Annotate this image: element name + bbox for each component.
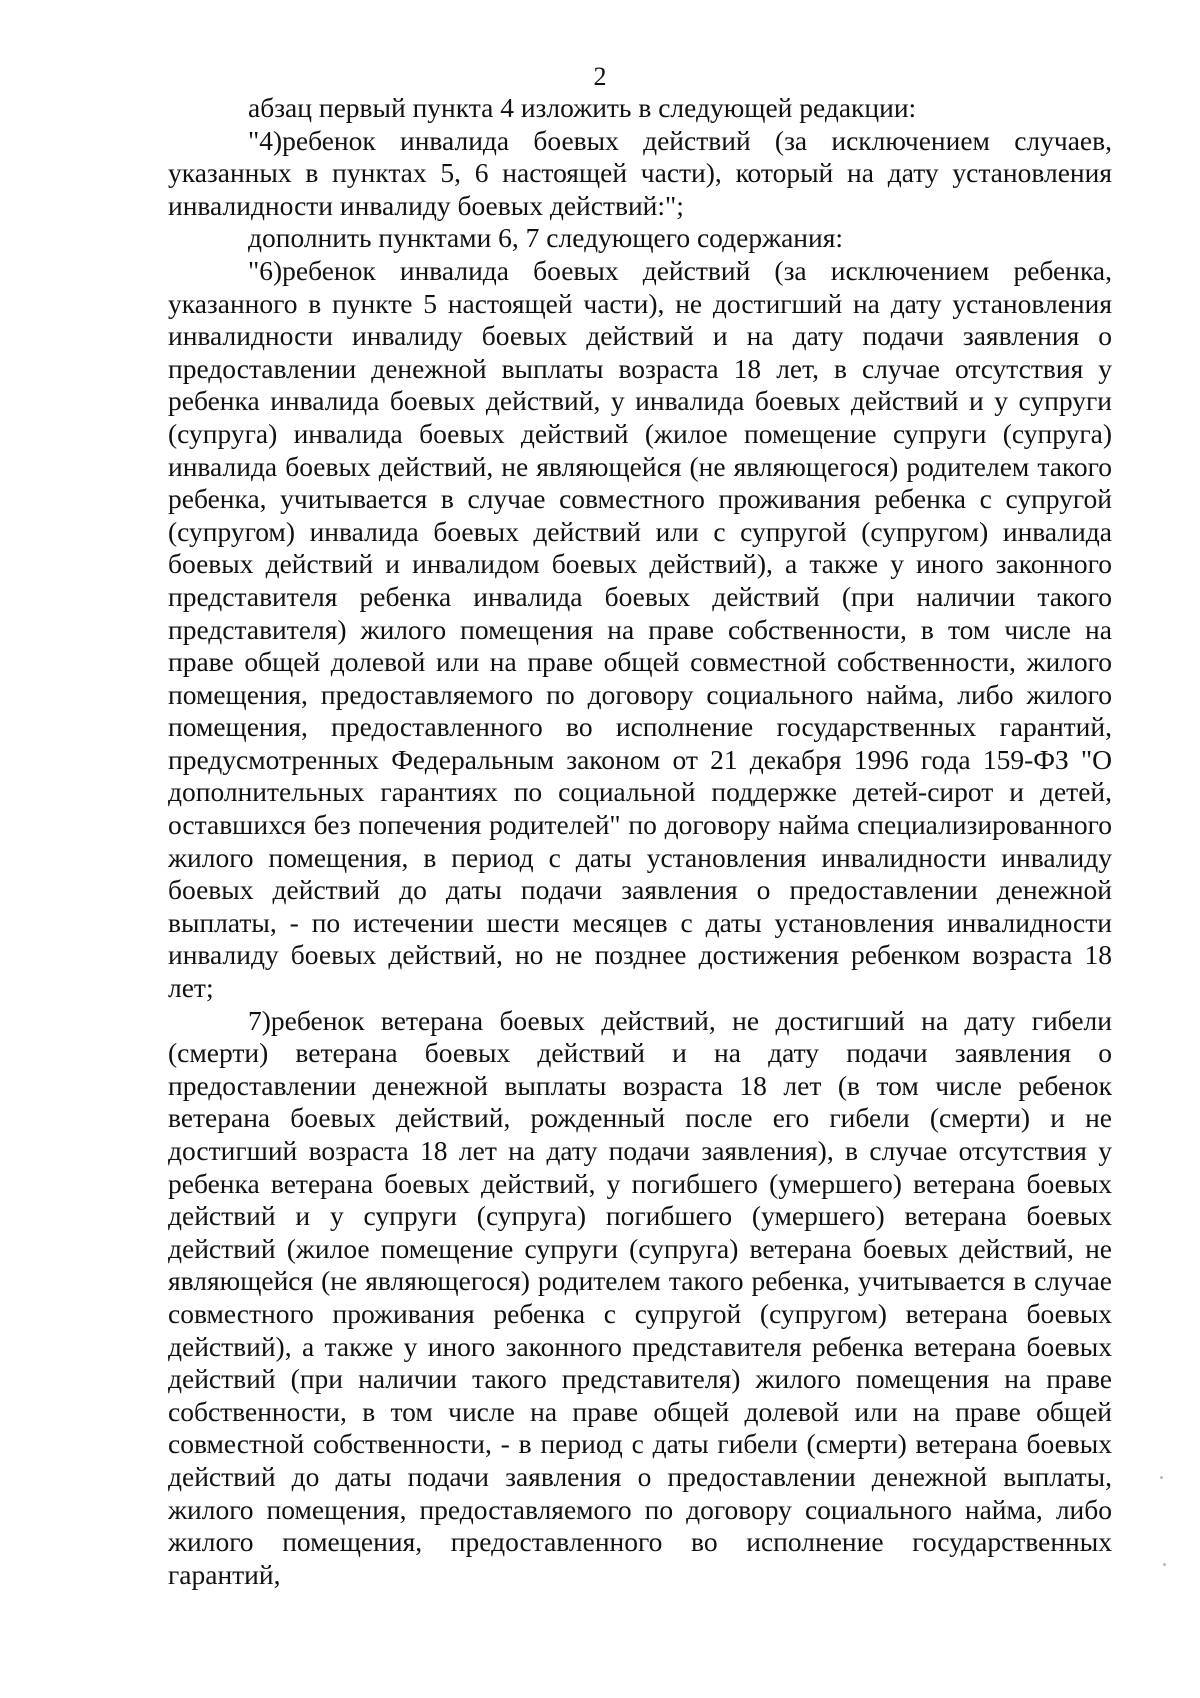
- page-number: 2: [593, 62, 607, 91]
- paragraph-item-6: "6)ребенок инвалида боевых действий (за исключением ребенка, указанного в пункте 5 настоящей части), не достигший на дату установления инвалидности инвалиду боевых действий и на дату подачи заявления о предоставлении денежной выплаты возраста 18 лет, в случае отсутствия у ребенка инвалида боевых действий, у инвалида боевых действий и у супруги (супруга) инвалида боевых действий (жилое помещение супруги (супруга) инвалида боевых действий, не являющейся (не являющегося) родителем такого ребенка, учитывается в случае совместного проживания ребенка с супругой (супругом) инвалида боевых действий или с супругой (супругом) инвалида боевых действий и инвалидом боевых действий), а также у иного законного представителя ребенка инвалида боевых действий (при наличии такого представителя) жилого помещения на праве собственности, в том числе на праве общей долевой или на праве общей совместной собственности, жилого помещения, предоставляемого по договору социального найма, либо жилого помещения, предоставленного во исполнение государственных гарантий, предусмотренных Федеральным законом от 21 декабря 1996 года 159-ФЗ "О дополнительных гарантиях по социальной поддержке детей-сирот и детей, оставшихся без попечения родителей" по договору найма специализированного жилого помещения, в период с даты установления инвалидности инвалиду боевых действий до даты подачи заявления о предоставлении денежной выплаты, - по истечении шести месяцев с даты установления инвалидности инвалиду боевых действий, но не позднее достижения ребенком возраста 18 лет;: [168, 254, 1112, 1004]
- paragraph-item-4: "4)ребенок инвалида боевых действий (за исключением случаев, указанных в пунктах 5, 6 настоящей части), который на дату установления инвалидности инвалиду боевых действий:";: [168, 124, 1112, 221]
- paragraph-amendment-intro: абзац первый пункта 4 изложить в следующей редакции:: [248, 92, 917, 123]
- paragraph-supplement-intro: дополнить пунктами 6, 7 следующего содержания:: [248, 222, 843, 254]
- scan-artifact: [1163, 1563, 1166, 1566]
- scan-artifact: [1160, 1476, 1163, 1479]
- document-body: [168, 92, 1112, 1591]
- paragraph-item-7: 7)ребенок ветерана боевых действий, не достигший на дату гибели (смерти) ветерана боевых действий и на дату подачи заявления о предоставлении денежной выплаты возраста 18 лет (в том числе ребенок ветерана боевых действий, рожденный после его гибели (смерти) и не достигший возраста 18 лет на дату подачи заявления), в случае отсутствия у ребенка ветерана боевых действий, у погибшего (умершего) ветерана боевых действий и у супруги (супруга) погибшего (умершего) ветерана боевых действий (жилое помещение супруги (супруга) ветерана боевых действий, не являющейся (не являющегося) родителем такого ребенка, учитывается в случае совместного проживания ребенка с супругой (супругом) ветерана боевых действий), а также у иного законного представителя ребенка ветерана боевых действий (при наличии такого представителя) жилого помещения на праве собственности, в том числе на праве общей долевой или на праве общей совместной собственности, - в период с даты гибели (смерти) ветерана боевых действий до даты подачи заявления о предоставлении денежной выплаты, жилого помещения, предоставляемого по договору социального найма, либо жилого помещения, предоставленного во исполнение государственных гарантий,: [168, 1004, 1112, 1590]
